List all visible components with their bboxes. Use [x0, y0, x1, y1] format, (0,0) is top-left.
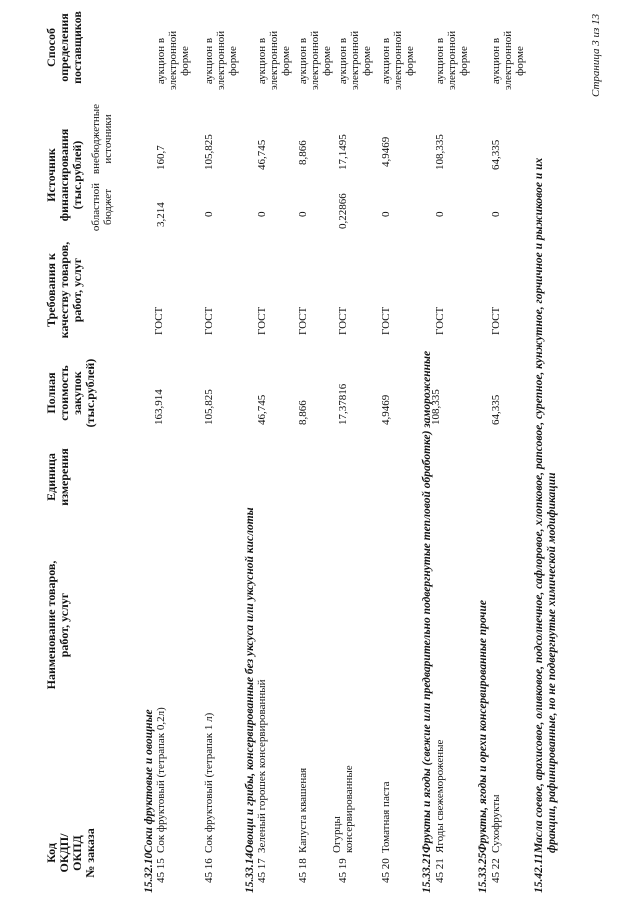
header-code: Код ОКДП/ ОКПД № заказа	[44, 828, 97, 878]
row-oblast-budget: 0,22866	[337, 193, 349, 229]
section-heading: 15.33.25Фрукты, ягоды и орехи консервированные прочие	[477, 600, 489, 893]
row-oblast-budget: 0	[203, 211, 215, 217]
section-heading: 15.33.14Овощи и грибы, консервированные без уксуса или уксусной кислоты	[244, 507, 256, 893]
row-requirement: ГОСТ	[490, 306, 502, 335]
header-unit: Единица измерения	[44, 448, 71, 506]
row-oblast-budget: 0	[380, 211, 392, 217]
row-extrabudget: 160,7	[155, 145, 167, 170]
row-requirement: ГОСТ	[337, 306, 349, 335]
row-name: Сок фруктовый (тетрапак 1 л)	[203, 712, 215, 853]
header-name: Наименование товаров, работ, услуг	[44, 560, 71, 690]
page-number: Страница 3 из 13	[590, 13, 602, 97]
row-order: 45 15	[155, 858, 167, 883]
row-name: Зеленый горошек консервированный	[256, 679, 268, 853]
row-method: аукцион в электронной форме	[490, 30, 526, 90]
row-oblast-budget: 0	[490, 211, 502, 217]
row-order: 45 21	[434, 858, 446, 883]
row-requirement: ГОСТ	[153, 306, 165, 335]
row-oblast-budget: 0	[297, 211, 309, 217]
row-extrabudget: 4,9469	[380, 136, 392, 167]
row-method: аукцион в электронной форме	[434, 30, 470, 90]
row-cost: 108,335	[430, 389, 442, 425]
row-order: 45 16	[203, 858, 215, 883]
row-order: 45 22	[490, 858, 502, 883]
row-requirement: ГОСТ	[297, 306, 309, 335]
row-extrabudget: 17,1495	[337, 134, 349, 170]
row-oblast-budget: 3,214	[155, 202, 167, 227]
row-extrabudget: 64,335	[490, 139, 502, 170]
header-source: Источник финансирования (тыс.рублей)	[44, 128, 84, 222]
row-cost: 163,914	[153, 389, 165, 425]
row-oblast-budget: 0	[256, 211, 268, 217]
row-name: Капуста квашеная	[297, 767, 309, 853]
header-cost: Полная стоимость закупок (тыс.рублей)	[44, 358, 97, 428]
row-order: 45 18	[297, 858, 309, 883]
row-requirement: ГОСТ	[203, 306, 215, 335]
row-name: Ягоды свежемороженые	[434, 739, 446, 853]
row-cost: 4,9469	[380, 394, 392, 425]
row-name: Огурцы консервированные	[331, 765, 355, 853]
row-extrabudget: 8,866	[297, 140, 309, 165]
row-cost: 105,825	[203, 389, 215, 425]
row-order: 45 20	[380, 858, 392, 883]
row-extrabudget: 105,825	[203, 134, 215, 170]
header-method: Способ определения поставщиков	[44, 11, 84, 84]
row-order: 45 19	[337, 858, 349, 883]
section-heading-continuation: фракции, рафинированные, но не подвергнутые химической модификации	[546, 472, 558, 853]
row-name: Сок фруктовый (тетрапак 0,2л)	[155, 707, 167, 853]
row-name: Томатная паста	[380, 781, 392, 853]
row-method: аукцион в электронной форме	[297, 30, 333, 90]
row-requirement: ГОСТ	[434, 306, 446, 335]
row-oblast-budget: 0	[434, 211, 446, 217]
row-method: аукцион в электронной форме	[203, 30, 239, 90]
header-requirements: Требования к качеству товаров, работ, услуг	[44, 241, 84, 339]
row-cost: 64,335	[490, 394, 502, 425]
row-order: 45 17	[256, 858, 268, 883]
header-source-oblast: областной бюджет	[90, 182, 114, 232]
row-cost: 8,866	[297, 400, 309, 425]
row-extrabudget: 108,335	[434, 134, 446, 170]
header-source-extra: внебюджетные источники	[90, 103, 114, 175]
section-heading: 15.42.11Масла соевое, арахисовое, оливковое, подсолнечное, сафлоровое, хлопковое, рапсовое, сурепное, кунжутное, горчичное и рыжиковое и их	[533, 157, 545, 893]
row-cost: 46,745	[256, 394, 268, 425]
row-requirement: ГОСТ	[380, 306, 392, 335]
section-heading: 15.33.21Фрукты и ягоды (свежие или предварительно подвергнутые тепловой обработке) замороженные	[421, 350, 433, 893]
row-cost: 17,37816	[337, 383, 349, 425]
row-method: аукцион в электронной форме	[337, 30, 373, 90]
row-method: аукцион в электронной форме	[155, 30, 191, 90]
row-extrabudget: 46,745	[256, 139, 268, 170]
section-heading: 15.32.10Соки фруктовые и овощные	[143, 709, 155, 893]
row-name: Сухофрукты	[490, 794, 502, 853]
row-method: аукцион в электронной форме	[256, 30, 292, 90]
row-requirement: ГОСТ	[256, 306, 268, 335]
row-method: аукцион в электронной форме	[380, 30, 416, 90]
